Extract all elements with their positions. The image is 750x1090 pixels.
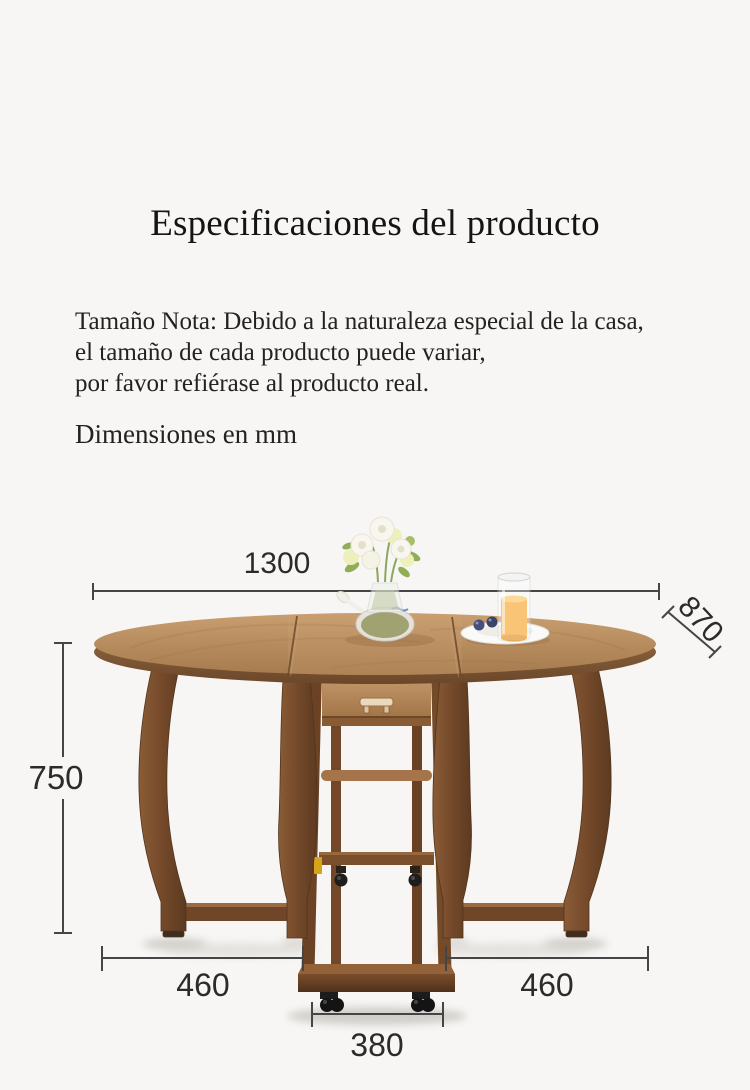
storage-cart (298, 670, 455, 1012)
leg-right-outer-foot (566, 931, 587, 937)
page-title: Especificaciones del producto (150, 202, 600, 244)
cart-rear-caster-right (409, 866, 422, 887)
juice-glass (498, 573, 530, 642)
dimension-label-left-clearance: 460 (176, 967, 230, 1003)
dimension-label-right-clearance: 460 (520, 967, 574, 1003)
size-note-line-3: por favor refiérase al producto real. (75, 370, 429, 397)
cart-rear-caster-left (335, 866, 348, 887)
dimension-label-cart-width: 380 (350, 1027, 404, 1063)
cart-base-front (298, 974, 455, 992)
dimension-label-width-top: 1300 (243, 547, 311, 580)
drawer-rail (322, 718, 431, 726)
leg-stretchers (165, 903, 585, 921)
leg-right-outer (564, 664, 611, 931)
blueberry (487, 617, 498, 628)
cart-post-right (412, 726, 422, 970)
dimension-label-height: 750 (28, 759, 84, 796)
drawer-gap-line (322, 716, 431, 718)
flower-blooms (343, 517, 415, 569)
cart-post-left (331, 726, 341, 970)
cart-base-top (298, 964, 455, 974)
brass-hinge (314, 857, 322, 874)
cart-front-caster-right (411, 992, 435, 1012)
cart-crossbar-highlight (319, 852, 434, 855)
tea-water (361, 612, 409, 638)
size-note-line-1: Tamaño Nota: Debido a la naturaleza especial de la casa, (75, 308, 644, 335)
leg-left-outer-foot (163, 931, 184, 937)
dimension-label-depth: 870 (671, 590, 730, 650)
size-note-line-2: el tamaño de cada producto puede variar, (75, 339, 486, 366)
leg-left-outer (139, 664, 186, 931)
cart-dowel-bar (321, 770, 432, 781)
cart-front-caster-left (320, 992, 344, 1012)
dimensions-unit-label: Dimensiones en mm (75, 419, 297, 449)
blueberry (474, 620, 485, 631)
